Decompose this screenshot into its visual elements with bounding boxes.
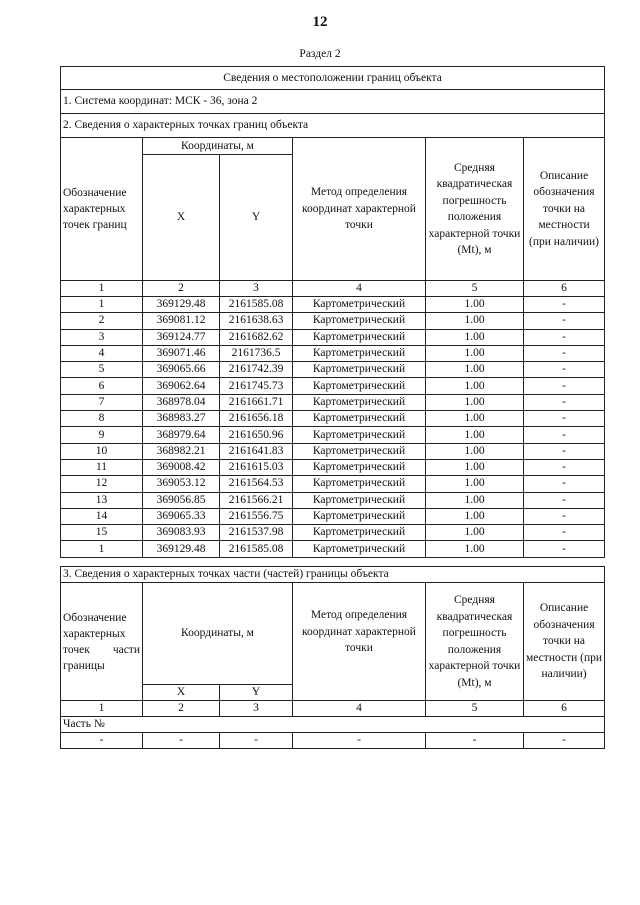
coord-x: 369124.77 <box>143 329 220 345</box>
coord-y: 2161742.39 <box>220 362 293 378</box>
method-cell: Картометрический <box>293 345 426 361</box>
accuracy-cell: 1.00 <box>426 459 524 475</box>
column-number: 1 <box>61 701 143 717</box>
point-number: 9 <box>61 427 143 443</box>
header-y: Y <box>220 685 293 701</box>
table-row <box>61 394 605 410</box>
accuracy-cell: 1.00 <box>426 394 524 410</box>
method-cell: Картометрический <box>293 362 426 378</box>
coord-y: 2161682.62 <box>220 329 293 345</box>
description-cell: - <box>524 297 605 313</box>
empty-cell: - <box>61 733 143 749</box>
column-numbers-row <box>61 701 605 717</box>
method-cell: Картометрический <box>293 378 426 394</box>
description-cell: - <box>524 362 605 378</box>
header-designation: Обозначение характерных точек части границы <box>61 583 143 701</box>
accuracy-cell: 1.00 <box>426 362 524 378</box>
coord-y: 2161615.03 <box>220 459 293 475</box>
coord-x: 369065.33 <box>143 508 220 524</box>
coord-y: 2161564.53 <box>220 476 293 492</box>
column-number: 6 <box>524 281 605 297</box>
accuracy-cell: 1.00 <box>426 443 524 459</box>
table-row <box>61 508 605 524</box>
point-number: 7 <box>61 394 143 410</box>
header-designation: Обозначение характерных точек границ <box>61 138 143 281</box>
description-cell: - <box>524 427 605 443</box>
column-number: 5 <box>426 701 524 717</box>
coord-y: 2161745.73 <box>220 378 293 394</box>
table-row <box>61 492 605 508</box>
method-cell: Картометрический <box>293 411 426 427</box>
point-number: 15 <box>61 525 143 541</box>
column-number: 4 <box>293 281 426 297</box>
method-cell: Картометрический <box>293 541 426 557</box>
header-y: Y <box>220 155 293 281</box>
coord-x: 369062.64 <box>143 378 220 394</box>
coord-y: 2161638.63 <box>220 313 293 329</box>
point-number: 2 <box>61 313 143 329</box>
table-row <box>61 541 605 557</box>
coord-x: 368982.21 <box>143 443 220 459</box>
header-accuracy: Средняя квадратическая погрешность положения характерной точки (Mt), м <box>426 138 524 281</box>
column-number: 4 <box>293 701 426 717</box>
point-number: 11 <box>61 459 143 475</box>
description-cell: - <box>524 541 605 557</box>
description-cell: - <box>524 411 605 427</box>
coord-x: 369081.12 <box>143 313 220 329</box>
table-row <box>61 378 605 394</box>
boundary-points-table <box>60 66 605 558</box>
header-x: X <box>143 155 220 281</box>
column-number: 3 <box>220 701 293 717</box>
point-number: 8 <box>61 411 143 427</box>
column-number: 2 <box>143 701 220 717</box>
table-row <box>61 459 605 475</box>
table-row <box>61 525 605 541</box>
part-boundary-points-table <box>60 566 605 749</box>
accuracy-cell: 1.00 <box>426 345 524 361</box>
description-cell: - <box>524 345 605 361</box>
part-section-title: 3. Сведения о характерных точках части (частей) границы объекта <box>61 567 605 583</box>
method-cell: Картометрический <box>293 459 426 475</box>
table-title: Сведения о местоположении границ объекта <box>61 67 605 90</box>
column-number: 2 <box>143 281 220 297</box>
table-row <box>61 297 605 313</box>
table-row <box>61 329 605 345</box>
method-cell: Картометрический <box>293 297 426 313</box>
point-number: 6 <box>61 378 143 394</box>
empty-cell: - <box>293 733 426 749</box>
coord-x: 368978.04 <box>143 394 220 410</box>
points-section-title: 2. Сведения о характерных точках границ объекта <box>61 114 605 138</box>
accuracy-cell: 1.00 <box>426 411 524 427</box>
table-row <box>61 733 605 749</box>
header-coordinates: Координаты, м <box>143 138 293 155</box>
description-cell: - <box>524 329 605 345</box>
point-number: 13 <box>61 492 143 508</box>
header-method: Метод определения координат характерной точки <box>293 583 426 701</box>
accuracy-cell: 1.00 <box>426 525 524 541</box>
description-cell: - <box>524 459 605 475</box>
method-cell: Картометрический <box>293 525 426 541</box>
point-number: 1 <box>61 541 143 557</box>
point-number: 3 <box>61 329 143 345</box>
coord-y: 2161566.21 <box>220 492 293 508</box>
table-row <box>61 362 605 378</box>
table-row <box>61 427 605 443</box>
header-x: X <box>143 685 220 701</box>
table-row <box>61 476 605 492</box>
accuracy-cell: 1.00 <box>426 541 524 557</box>
header-accuracy: Средняя квадратическая погрешность положения характерной точки (Mt), м <box>426 583 524 701</box>
coord-y: 2161556.75 <box>220 508 293 524</box>
description-cell: - <box>524 508 605 524</box>
part-label: Часть № <box>61 717 605 733</box>
coord-y: 2161650.96 <box>220 427 293 443</box>
coord-x: 369129.48 <box>143 541 220 557</box>
table-row <box>61 313 605 329</box>
coord-x: 369056.85 <box>143 492 220 508</box>
description-cell: - <box>524 394 605 410</box>
accuracy-cell: 1.00 <box>426 427 524 443</box>
description-cell: - <box>524 492 605 508</box>
accuracy-cell: 1.00 <box>426 297 524 313</box>
coord-x: 369129.48 <box>143 297 220 313</box>
coord-x: 369071.46 <box>143 345 220 361</box>
coord-x: 369083.93 <box>143 525 220 541</box>
description-cell: - <box>524 313 605 329</box>
section-label: Раздел 2 <box>299 48 341 60</box>
table-row <box>61 411 605 427</box>
column-number: 1 <box>61 281 143 297</box>
description-cell: - <box>524 378 605 394</box>
coord-y: 2161585.08 <box>220 297 293 313</box>
table-row <box>61 443 605 459</box>
method-cell: Картометрический <box>293 394 426 410</box>
point-number: 4 <box>61 345 143 361</box>
accuracy-cell: 1.00 <box>426 492 524 508</box>
header-description: Описание обозначения точки на местности (при наличии) <box>524 583 605 701</box>
coord-x: 368979.64 <box>143 427 220 443</box>
coord-y: 2161736.5 <box>220 345 293 361</box>
empty-cell: - <box>426 733 524 749</box>
method-cell: Картометрический <box>293 508 426 524</box>
accuracy-cell: 1.00 <box>426 378 524 394</box>
column-number: 5 <box>426 281 524 297</box>
empty-cell: - <box>524 733 605 749</box>
header-method: Метод определения координат характерной точки <box>293 138 426 281</box>
description-cell: - <box>524 525 605 541</box>
coord-y: 2161661.71 <box>220 394 293 410</box>
column-number: 6 <box>524 701 605 717</box>
accuracy-cell: 1.00 <box>426 508 524 524</box>
column-numbers-row <box>61 281 605 297</box>
point-number: 1 <box>61 297 143 313</box>
method-cell: Картометрический <box>293 329 426 345</box>
accuracy-cell: 1.00 <box>426 329 524 345</box>
method-cell: Картометрический <box>293 443 426 459</box>
coord-y: 2161537.98 <box>220 525 293 541</box>
coord-y: 2161656.18 <box>220 411 293 427</box>
description-cell: - <box>524 476 605 492</box>
coord-x: 369008.42 <box>143 459 220 475</box>
header-coordinates: Координаты, м <box>143 583 293 685</box>
page-number: 12 <box>312 14 328 30</box>
coord-y: 2161585.08 <box>220 541 293 557</box>
coord-x: 369065.66 <box>143 362 220 378</box>
accuracy-cell: 1.00 <box>426 476 524 492</box>
method-cell: Картометрический <box>293 492 426 508</box>
column-number: 3 <box>220 281 293 297</box>
method-cell: Картометрический <box>293 313 426 329</box>
header-description: Описание обозначения точки на местности (при наличии) <box>524 138 605 281</box>
table-row <box>61 345 605 361</box>
empty-cell: - <box>143 733 220 749</box>
coord-y: 2161641.83 <box>220 443 293 459</box>
point-number: 10 <box>61 443 143 459</box>
coord-x: 369053.12 <box>143 476 220 492</box>
description-cell: - <box>524 443 605 459</box>
point-number: 5 <box>61 362 143 378</box>
accuracy-cell: 1.00 <box>426 313 524 329</box>
point-number: 12 <box>61 476 143 492</box>
method-cell: Картометрический <box>293 476 426 492</box>
point-number: 14 <box>61 508 143 524</box>
coordinate-system: 1. Система координат: МСК - 36, зона 2 <box>61 90 605 114</box>
method-cell: Картометрический <box>293 427 426 443</box>
empty-cell: - <box>220 733 293 749</box>
coord-x: 368983.27 <box>143 411 220 427</box>
